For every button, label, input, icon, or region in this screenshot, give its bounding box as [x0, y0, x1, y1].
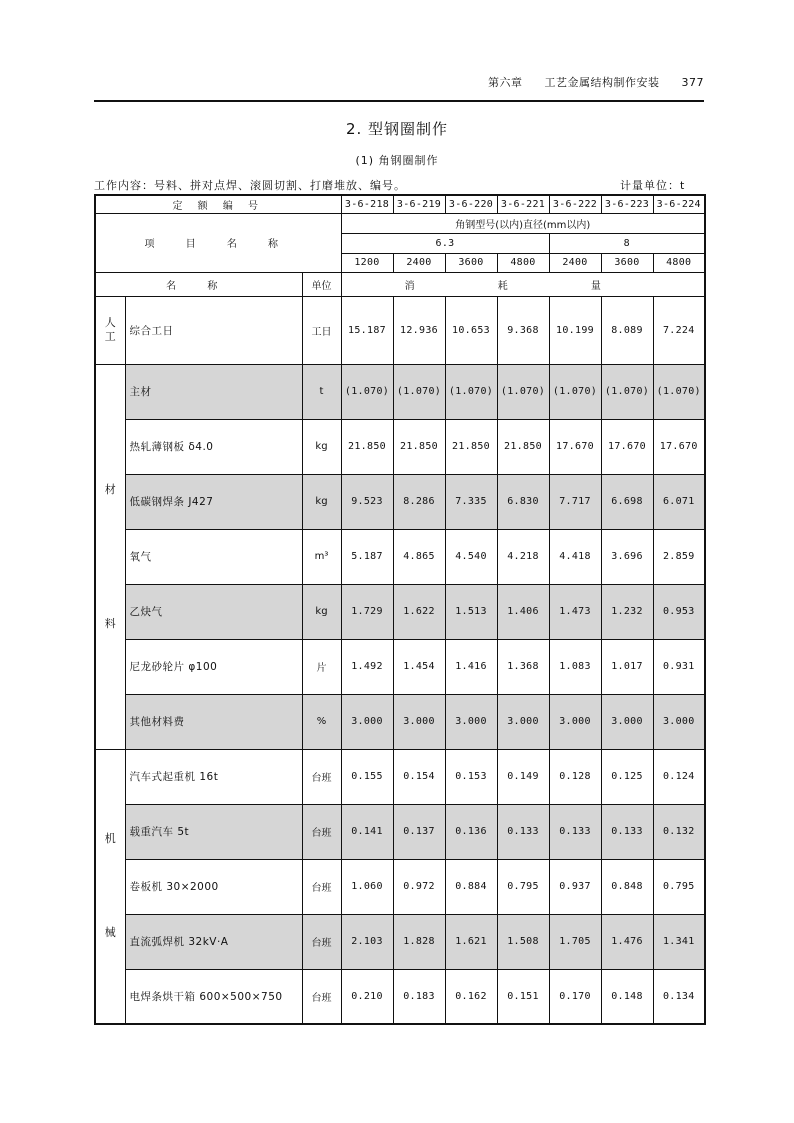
item-name: 其他材料费 [125, 694, 302, 749]
consumption-value: 6.071 [653, 474, 705, 529]
consumption-value: 17.670 [549, 419, 601, 474]
consumption-value: 3.000 [601, 694, 653, 749]
consumption-value: 1.513 [445, 584, 497, 639]
consumption-value: 1.017 [601, 639, 653, 694]
consumption-value: (1.070) [601, 364, 653, 419]
header-rule [94, 100, 704, 102]
item-name: 热轧薄钢板 δ4.0 [125, 419, 302, 474]
consumption-value: 0.151 [497, 969, 549, 1024]
consumption-value: 0.149 [497, 749, 549, 804]
consumption-value: 3.000 [549, 694, 601, 749]
consumption-value: 9.368 [497, 296, 549, 364]
diameter-value: 3600 [601, 253, 653, 272]
item-unit: 台班 [302, 749, 341, 804]
consumption-value: 0.170 [549, 969, 601, 1024]
col-unit-label: 单位 [302, 272, 341, 296]
quota-no-label: 定 额 编 号 [95, 195, 341, 213]
consumption-value: (1.070) [341, 364, 393, 419]
quota-code: 3-6-221 [497, 195, 549, 213]
consumption-value: 1.492 [341, 639, 393, 694]
table-row [95, 529, 705, 584]
quota-code: 3-6-218 [341, 195, 393, 213]
consumption-value: 3.000 [445, 694, 497, 749]
consumption-value: 3.000 [393, 694, 445, 749]
spec-row [95, 213, 705, 233]
item-name: 尼龙砂轮片 φ100 [125, 639, 302, 694]
item-name: 低碳钢焊条 J427 [125, 474, 302, 529]
consumption-value: 4.540 [445, 529, 497, 584]
consumption-value: 6.830 [497, 474, 549, 529]
category-cell [95, 364, 125, 749]
diameter-value: 4800 [653, 253, 705, 272]
item-unit: kg [302, 584, 341, 639]
consumption-value: 1.508 [497, 914, 549, 969]
consumption-value: 0.155 [341, 749, 393, 804]
chapter-label: 第六章 [488, 76, 523, 89]
consumption-value: (1.070) [653, 364, 705, 419]
consumption-value: 9.523 [341, 474, 393, 529]
item-name: 电焊条烘干箱 600×500×750 [125, 969, 302, 1024]
group-label: 8 [549, 233, 705, 253]
consumption-value: 0.137 [393, 804, 445, 859]
consumption-value: 0.133 [549, 804, 601, 859]
table-row [95, 859, 705, 914]
table-row [95, 914, 705, 969]
item-name: 氧气 [125, 529, 302, 584]
consumption-value: 17.670 [601, 419, 653, 474]
consumption-value: 1.476 [601, 914, 653, 969]
quota-table [94, 194, 706, 1025]
consumption-value: 1.341 [653, 914, 705, 969]
category-char: 材 [104, 482, 116, 496]
quota-code: 3-6-223 [601, 195, 653, 213]
consumption-value: 2.103 [341, 914, 393, 969]
category-cell [95, 296, 125, 364]
consumption-value: 1.705 [549, 914, 601, 969]
diameter-value: 2400 [549, 253, 601, 272]
item-name: 卷板机 30×2000 [125, 859, 302, 914]
item-unit: 片 [302, 639, 341, 694]
consumption-value: 0.153 [445, 749, 497, 804]
consumption-value: 7.717 [549, 474, 601, 529]
item-unit: % [302, 694, 341, 749]
consumption-value: 1.083 [549, 639, 601, 694]
consumption-value: 21.850 [497, 419, 549, 474]
consumption-value: 0.133 [497, 804, 549, 859]
consumption-value: 5.187 [341, 529, 393, 584]
col-name-label: 名 称 [95, 272, 302, 296]
consumption-value: 0.136 [445, 804, 497, 859]
category-char: 机 [104, 832, 116, 846]
item-unit: 台班 [302, 914, 341, 969]
consumption-value: 4.218 [497, 529, 549, 584]
consumption-value: 17.670 [653, 419, 705, 474]
consumption-value: 0.125 [601, 749, 653, 804]
consumption-value: 0.148 [601, 969, 653, 1024]
item-unit: 台班 [302, 969, 341, 1024]
consumption-value: 0.795 [653, 859, 705, 914]
diameter-value: 4800 [497, 253, 549, 272]
group-label: 6.3 [341, 233, 549, 253]
consumption-value: 0.141 [341, 804, 393, 859]
category-char: 工 [104, 330, 116, 343]
quota-code-row [95, 195, 705, 213]
item-unit: 台班 [302, 804, 341, 859]
consumption-value: 1.416 [445, 639, 497, 694]
consumption-value: 1.406 [497, 584, 549, 639]
quota-code: 3-6-220 [445, 195, 497, 213]
consumption-value: 4.865 [393, 529, 445, 584]
consumption-value: 0.128 [549, 749, 601, 804]
consumption-value: 1.368 [497, 639, 549, 694]
consumption-value: 8.286 [393, 474, 445, 529]
chapter-title: 工艺金属结构制作安装 [544, 76, 660, 89]
running-header [94, 74, 704, 92]
item-name: 载重汽车 5t [125, 804, 302, 859]
table-row [95, 474, 705, 529]
item-name: 综合工日 [125, 296, 302, 364]
consumption-value: (1.070) [497, 364, 549, 419]
diameter-value: 1200 [341, 253, 393, 272]
consumption-value: 6.698 [601, 474, 653, 529]
quota-code: 3-6-219 [393, 195, 445, 213]
consumption-value: 1.621 [445, 914, 497, 969]
consumption-value: 3.000 [653, 694, 705, 749]
spec-label: 角钢型号(以内)直径(mm以内) [341, 213, 705, 233]
consumption-value: 21.850 [341, 419, 393, 474]
consumption-value: 10.653 [445, 296, 497, 364]
consumption-value: 12.936 [393, 296, 445, 364]
consumption-value: 7.224 [653, 296, 705, 364]
consumption-value: 2.859 [653, 529, 705, 584]
subsection-title: (1) 角钢圈制作 [355, 154, 439, 167]
labor-section [95, 296, 705, 364]
table-row [95, 694, 705, 749]
item-unit: 工日 [302, 296, 341, 364]
consumption-value: 4.418 [549, 529, 601, 584]
table-row [95, 804, 705, 859]
machine-section [95, 749, 705, 1024]
consumption-value: 1.454 [393, 639, 445, 694]
page-number: 377 [681, 76, 704, 89]
consumption-value: 0.931 [653, 639, 705, 694]
table-row [95, 419, 705, 474]
consumption-value: 0.210 [341, 969, 393, 1024]
consumption-value: 0.134 [653, 969, 705, 1024]
column-header-row [95, 272, 705, 296]
consumption-value: 21.850 [445, 419, 497, 474]
table-row [95, 639, 705, 694]
item-name: 汽车式起重机 16t [125, 749, 302, 804]
consumption-value: (1.070) [549, 364, 601, 419]
item-name: 主材 [125, 364, 302, 419]
diameter-value: 2400 [393, 253, 445, 272]
col-consumption-label: 消 耗 量 [341, 272, 705, 296]
consumption-value: 0.953 [653, 584, 705, 639]
item-unit: kg [302, 474, 341, 529]
consumption-value: 0.183 [393, 969, 445, 1024]
table-row [95, 584, 705, 639]
category-char: 械 [104, 926, 116, 940]
consumption-value: 1.473 [549, 584, 601, 639]
work-content: 工作内容：号料、拼对点焊、滚圆切割、打磨堆放、编号。 [94, 179, 406, 192]
unit-note: 计量单位：t [620, 179, 686, 192]
item-name: 乙炔气 [125, 584, 302, 639]
consumption-value: 0.132 [653, 804, 705, 859]
table-row [95, 296, 705, 364]
consumption-value: 0.154 [393, 749, 445, 804]
table-row [95, 749, 705, 804]
item-name: 直流弧焊机 32kV·A [125, 914, 302, 969]
section-title: 2. 型钢圈制作 [345, 120, 449, 138]
quota-code: 3-6-222 [549, 195, 601, 213]
consumption-value: 1.060 [341, 859, 393, 914]
consumption-value: 15.187 [341, 296, 393, 364]
item-unit: m³ [302, 529, 341, 584]
consumption-value: 1.232 [601, 584, 653, 639]
consumption-value: 0.124 [653, 749, 705, 804]
item-unit: kg [302, 419, 341, 474]
quota-code: 3-6-224 [653, 195, 705, 213]
consumption-value: 0.937 [549, 859, 601, 914]
item-unit: 台班 [302, 859, 341, 914]
item-name-label: 项 目 名 称 [95, 213, 341, 272]
consumption-value: 3.000 [497, 694, 549, 749]
diameter-value: 3600 [445, 253, 497, 272]
consumption-value: 3.000 [341, 694, 393, 749]
table-row [95, 969, 705, 1024]
category-char: 料 [104, 616, 116, 630]
consumption-value: 0.972 [393, 859, 445, 914]
consumption-value: 3.696 [601, 529, 653, 584]
table-row [95, 364, 705, 419]
consumption-value: 10.199 [549, 296, 601, 364]
category-cell [95, 749, 125, 1024]
consumption-value: 0.162 [445, 969, 497, 1024]
consumption-value: 1.622 [393, 584, 445, 639]
consumption-value: 7.335 [445, 474, 497, 529]
consumption-value: 1.828 [393, 914, 445, 969]
consumption-value: 0.795 [497, 859, 549, 914]
consumption-value: (1.070) [445, 364, 497, 419]
category-char: 人 [104, 316, 116, 329]
consumption-value: 0.884 [445, 859, 497, 914]
item-unit: t [302, 364, 341, 419]
material-section [95, 364, 705, 749]
consumption-value: 1.729 [341, 584, 393, 639]
consumption-value: 0.133 [601, 804, 653, 859]
consumption-value: 0.848 [601, 859, 653, 914]
consumption-value: (1.070) [393, 364, 445, 419]
consumption-value: 21.850 [393, 419, 445, 474]
consumption-value: 8.089 [601, 296, 653, 364]
